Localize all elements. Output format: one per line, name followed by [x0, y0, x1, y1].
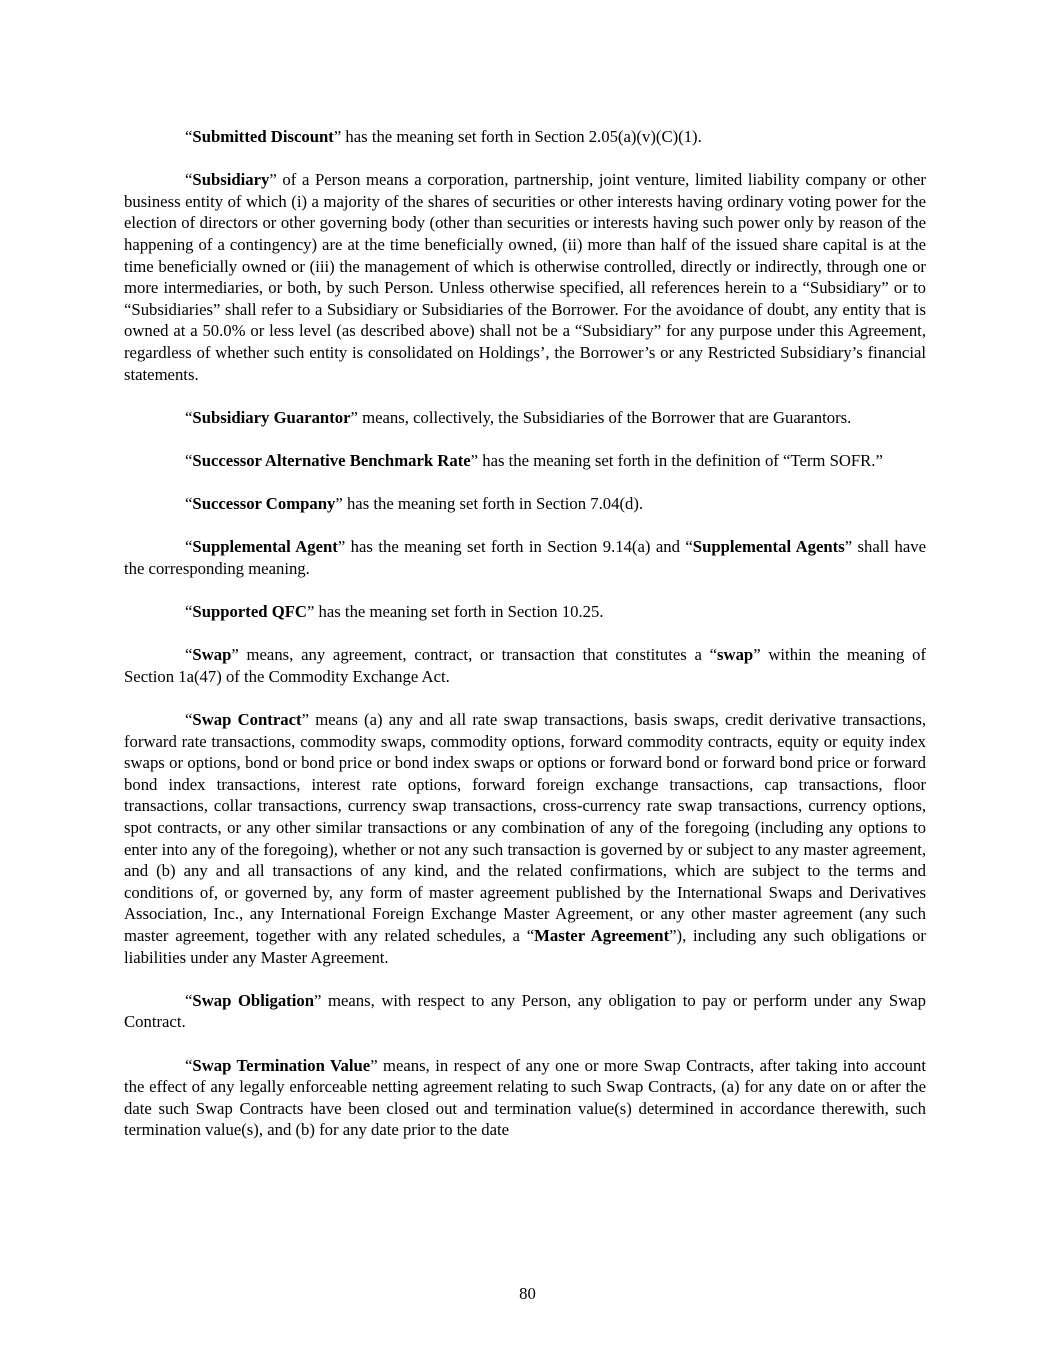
defined-term: Swap Obligation: [192, 990, 314, 1010]
defined-term: Master Agreement: [534, 925, 670, 945]
definition-supported-qfc: “Supported QFC” has the meaning set forth in Section 10.25.: [185, 602, 604, 622]
defined-term: Supplemental Agent: [192, 537, 338, 557]
definition-subsidiary: “Subsidiary” of a Person means a corporation, partnership, joint venture, limited liability company or other business entity of which (i) a majority of the shares of securities or other interests having ordinary voting power for the election of directors or other governing body (other than securities or interests having such power only by reason of the happening of a contingency) are at the time beneficially owned, (ii) more than half of the issued share capital is at the time beneficially owned or (iii) the management of which is otherwise controlled, directly or indirectly, through one or more intermediaries, or both, by such Person. Unless otherwise specified, all references herein to a “Subsidiary” or to “Subsidiaries” shall refer to a Subsidiary or Subsidiaries of the Borrower. For the avoidance of doubt, any entity that is owned at a 50.0% or less level (as described above) shall not be a “Subsidiary” for any purpose under this Agreement, regardless of whether such entity is consolidated on Holdings’, the Borrower’s or any Restricted Subsidiary’s financial statements.: [124, 170, 926, 384]
defined-term: Supplemental Agents: [692, 537, 845, 557]
defined-term: Supported QFC: [192, 602, 307, 622]
defined-term: Subsidiary Guarantor: [192, 407, 351, 427]
defined-term: Subsidiary: [192, 170, 270, 190]
defined-term: Successor Alternative Benchmark Rate: [192, 450, 471, 470]
document-body: [124, 126, 926, 1163]
defined-term: Successor Company: [192, 494, 336, 514]
definition-swap: “Swap” means, any agreement, contract, or transaction that constitutes a “swap” within the meaning of Section 1a(47) of the Commodity Exchange Act.: [124, 645, 926, 686]
defined-term: swap: [717, 645, 754, 665]
definition-supplemental-agent: “Supplemental Agent” has the meaning set forth in Section 9.14(a) and “Supplemental Agents” shall have the corresponding meaning.: [124, 537, 926, 578]
page-number: 80: [519, 1284, 536, 1303]
definition-subsidiary-guarantor: “Subsidiary Guarantor” means, collectively, the Subsidiaries of the Borrower that are Guarantors.: [185, 407, 852, 427]
definition-swap-termination-value: “Swap Termination Value” means, in respect of any one or more Swap Contracts, after taking into account the effect of any legally enforceable netting agreement relating to such Swap Contracts, (a) for any date on or after the date such Swap Contracts have been closed out and termination value(s) determined in accordance therewith, such termination value(s), and (b) for any date prior to the date: [124, 1055, 926, 1140]
defined-term: Swap: [192, 645, 232, 665]
defined-term: Swap Contract: [192, 710, 302, 730]
defined-term: Swap Termination Value: [192, 1055, 371, 1075]
definition-successor-company: “Successor Company” has the meaning set forth in Section 7.04(d).: [185, 494, 644, 514]
defined-term: Submitted Discount: [192, 127, 334, 146]
definition-swap-obligation: “Swap Obligation” means, with respect to any Person, any obligation to pay or perform under any Swap Contract.: [124, 990, 926, 1032]
definition-successor-alternative-benchmark-rate: “Successor Alternative Benchmark Rate” has the meaning set forth in the definition of “Term SOFR.”: [185, 450, 883, 470]
definition-swap-contract: “Swap Contract” means (a) any and all rate swap transactions, basis swaps, credit derivative transactions, forward rate transactions, commodity swaps, commodity options, forward commodity contracts, equity or equity index swaps or options, bond or bond price or bond index swaps or options or forward bond or forward bond price or forward bond index transactions, interest rate options, forward foreign exchange transactions, cap transactions, floor transactions, collar transactions, currency swap transactions, cross-currency rate swap transactions, currency options, spot contracts, or any other similar transactions or any combination of any of the foregoing (including any options to enter into any of the foregoing), whether or not any such transaction is governed by or subject to any master agreement, and (b) any and all transactions of any kind, and the related confirmations, which are subject to the terms and conditions of, or governed by, any form of master agreement published by the International Swaps and Derivatives Association, Inc., any International Foreign Exchange Master Agreement, or any other master agreement (any such master agreement, together with any related schedules, a “Master Agreement”), including any such obligations or liabilities under any Master Agreement.: [124, 710, 927, 967]
definition-submitted-discount: “Submitted Discount” has the meaning set forth in Section 2.05(a)(v)(C)(1).: [185, 127, 702, 146]
